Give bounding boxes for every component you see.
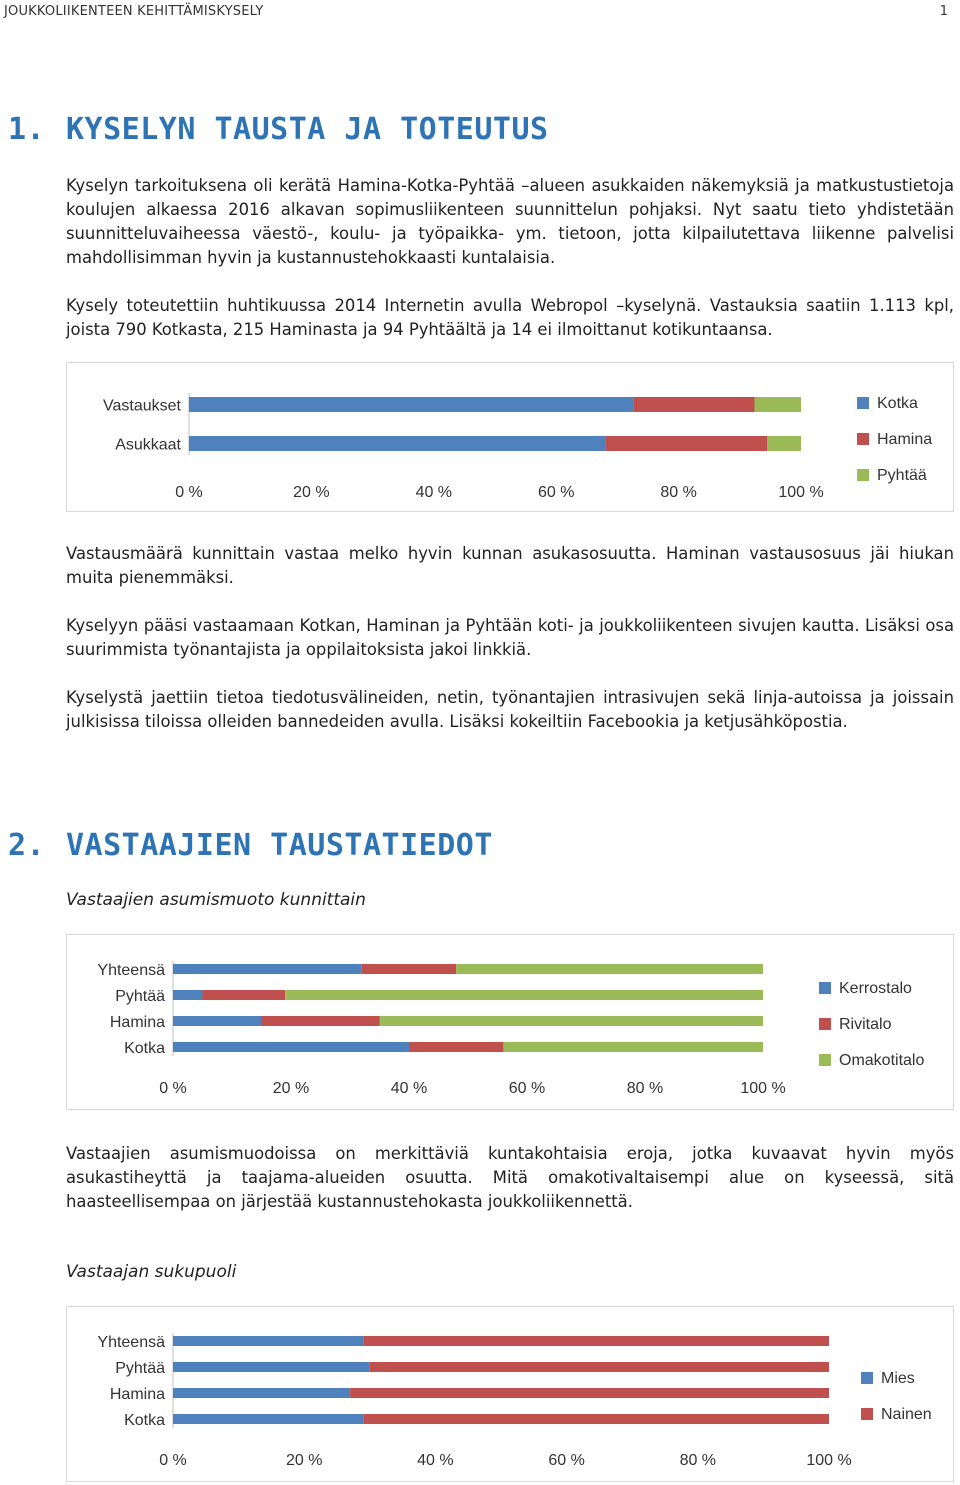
chart1-tick-label: 40 % xyxy=(415,484,453,501)
chart1-bar-hamina-vastaukset xyxy=(633,397,754,412)
chart3-category-label: Pyhtää xyxy=(115,1360,165,1377)
section-1-paragraph-2: Kysely toteutettiin huhtikuussa 2014 Internetin avulla Webropol –kyselynä. Vastauksia saatiin 1.113 kpl, joista 790 Kotkasta, 215 Haminasta ja 94 Pyhtäältä ja 14 ei ilmoittanut kotikuntaansa. xyxy=(66,296,954,339)
chart2-tick-label: 40 % xyxy=(390,1080,428,1097)
section-1-paragraph-5: Kyselystä jaettiin tietoa tiedotusvälineiden, netin, työnantajien intrasivujen sekä linja-autoissa ja joissain julkisissa tiloissa olleiden bannedeiden avulla. Lisäksi kokeiltiin Facebookia ja ketjusähköpostia. xyxy=(66,688,954,731)
page-number: 1 xyxy=(939,4,948,19)
chart3-bar-mies-hamina xyxy=(173,1388,350,1398)
chart3-tick-label: 60 % xyxy=(548,1452,585,1469)
chart2-bar-rivitalo-yhteensä xyxy=(362,964,456,974)
section-1-paragraph-4: Kyselyyn pääsi vastaamaan Kotkan, Haminan ja Pyhtään koti- ja joukkoliikenteen sivujen kautta. Lisäksi osa suurimmista työnantajista ja oppilaitoksista jakoi linkkiä. xyxy=(66,616,954,659)
chart2-category-label: Pyhtää xyxy=(115,988,165,1005)
chart3-legend-swatch-mies xyxy=(861,1372,873,1384)
chart1-bar-hamina-asukkaat xyxy=(605,436,767,451)
chart2-bar-rivitalo-pyhtää xyxy=(203,990,286,1000)
chart2-tick-label: 60 % xyxy=(508,1080,546,1097)
chart3-bar-mies-yhteensä xyxy=(173,1336,363,1346)
section-2-heading xyxy=(8,828,493,863)
chart2-legend-swatch-rivitalo xyxy=(819,1018,831,1030)
chart3-legend-swatch-nainen xyxy=(861,1408,873,1420)
section-2-paragraph-1: Vastaajien asumismuodoissa on merkittäviä kuntakohtaisia eroja, jotka kuvaavat hyvin myös asukastiheyttä ja taajama-alueiden osuutta. Mitä omakotivaltaisempi alue on kyseessä, sitä haasteellisempaa on järjestää kustannustehokasta joukkoliikennettä. xyxy=(66,1144,954,1211)
chart3-category-label: Kotka xyxy=(124,1412,165,1429)
section-2-number: 2. xyxy=(8,828,46,863)
gender-chart-title: Vastaajan sukupuoli xyxy=(66,1262,237,1282)
chart2-tick-label: 80 % xyxy=(626,1080,664,1097)
chart2-tick-label: 100 % xyxy=(740,1080,786,1097)
chart3-tick-label: 20 % xyxy=(285,1452,323,1469)
chart1-tick-label: 60 % xyxy=(537,484,575,501)
chart3-tick-label: 80 % xyxy=(679,1452,717,1469)
chart1-bar-kotka-asukkaat xyxy=(189,436,605,451)
chart3-tick-label: 40 % xyxy=(417,1452,454,1469)
running-header: JOUKKOLIIKENTEEN KEHITTÄMISKYSELY xyxy=(4,4,264,19)
chart-housing-type xyxy=(66,934,954,1110)
chart1-tick-label: 0 % xyxy=(175,484,203,501)
chart2-category-label: Kotka xyxy=(124,1040,165,1057)
housing-chart-title: Vastaajien asumismuoto kunnittain xyxy=(66,890,366,910)
chart3-category-label: Yhteensä xyxy=(97,1334,165,1351)
chart3-tick-label: 100 % xyxy=(806,1452,852,1469)
chart1-bar-kotka-vastaukset xyxy=(189,397,633,412)
chart3-bar-nainen-yhteensä xyxy=(363,1336,829,1346)
chart2-tick-label: 0 % xyxy=(159,1080,187,1097)
chart2-bar-rivitalo-hamina xyxy=(262,1016,380,1026)
chart2-bar-omakotitalo-hamina xyxy=(380,1016,764,1026)
chart2-legend-label: Kerrostalo xyxy=(839,980,912,997)
chart2-bar-kerrostalo-pyhtää xyxy=(173,990,203,1000)
chart1-legend-label: Pyhtää xyxy=(877,467,927,484)
chart3-category-label: Hamina xyxy=(109,1386,165,1403)
chart1-tick-label: 20 % xyxy=(293,484,330,501)
chart3-bar-nainen-pyhtää xyxy=(370,1362,829,1372)
chart2-bar-kerrostalo-yhteensä xyxy=(173,964,362,974)
chart1-bar-pyhtää-asukkaat xyxy=(767,436,801,451)
chart2-bar-kerrostalo-kotka xyxy=(173,1042,409,1052)
chart3-bar-nainen-kotka xyxy=(363,1414,829,1424)
chart2-bar-kerrostalo-hamina xyxy=(173,1016,262,1026)
chart2-legend-swatch-omakotitalo xyxy=(819,1054,831,1066)
chart1-tick-label: 100 % xyxy=(778,484,824,501)
chart2-tick-label: 20 % xyxy=(272,1080,310,1097)
chart2-bar-omakotitalo-yhteensä xyxy=(456,964,763,974)
chart2-category-label: Hamina xyxy=(109,1014,165,1031)
chart3-legend-label: Mies xyxy=(881,1370,915,1387)
chart3-bar-mies-pyhtää xyxy=(173,1362,370,1372)
chart2-legend-swatch-kerrostalo xyxy=(819,982,831,994)
chart2-bar-omakotitalo-kotka xyxy=(503,1042,763,1052)
chart2-bar-rivitalo-kotka xyxy=(409,1042,503,1052)
chart-housing-type-svg xyxy=(67,935,953,1109)
chart1-legend-swatch-pyhtää xyxy=(857,469,869,481)
chart1-legend-swatch-hamina xyxy=(857,433,869,445)
chart1-legend-label: Kotka xyxy=(877,395,918,412)
chart-gender-svg xyxy=(67,1307,953,1481)
chart1-category-label: Vastaukset xyxy=(103,397,181,415)
chart-municipality-share xyxy=(66,362,954,512)
chart1-bar-pyhtää-vastaukset xyxy=(754,397,801,412)
chart2-legend-label: Rivitalo xyxy=(839,1016,892,1033)
chart-municipality-share-svg xyxy=(67,363,953,511)
chart2-category-label: Yhteensä xyxy=(97,962,165,979)
chart3-bar-mies-kotka xyxy=(173,1414,363,1424)
chart-gender xyxy=(66,1306,954,1482)
chart3-tick-label: 0 % xyxy=(159,1452,187,1469)
section-1-title: KYSELYN TAUSTA JA TOTEUTUS xyxy=(66,112,549,147)
chart2-legend-label: Omakotitalo xyxy=(839,1052,925,1069)
section-1-paragraph-3: Vastausmäärä kunnittain vastaa melko hyvin kunnan asukasosuutta. Haminan vastausosuus jäi hiukan muita pienemmäksi. xyxy=(66,544,954,587)
chart2-bar-omakotitalo-pyhtää xyxy=(285,990,763,1000)
chart1-legend-label: Hamina xyxy=(877,431,933,448)
chart1-tick-label: 80 % xyxy=(660,484,697,501)
chart3-bar-nainen-hamina xyxy=(350,1388,829,1398)
section-1-heading xyxy=(8,112,549,147)
section-1-paragraph-1: Kyselyn tarkoituksena oli kerätä Hamina-Kotka-Pyhtää –alueen asukkaiden näkemyksiä ja matkustustietoja koulujen alkaessa 2016 alkavan sopimusliikenteen suunnittelun pohjaksi. Nyt saatu tieto yhdistetään suunnitteluvaiheessa väestö-, koulu- ja työpaikka- ym. tietoon, jotta kilpailutettava liikenne palvelisi mahdollisimman hyvin ja kustannustehokkaasti kuntalaisia. xyxy=(66,176,954,267)
chart3-legend-label: Nainen xyxy=(881,1406,932,1423)
chart1-legend-swatch-kotka xyxy=(857,397,869,409)
section-2-title: VASTAAJIEN TAUSTATIEDOT xyxy=(66,828,493,863)
section-1-number: 1. xyxy=(8,112,46,147)
chart1-category-label: Asukkaat xyxy=(115,436,181,454)
